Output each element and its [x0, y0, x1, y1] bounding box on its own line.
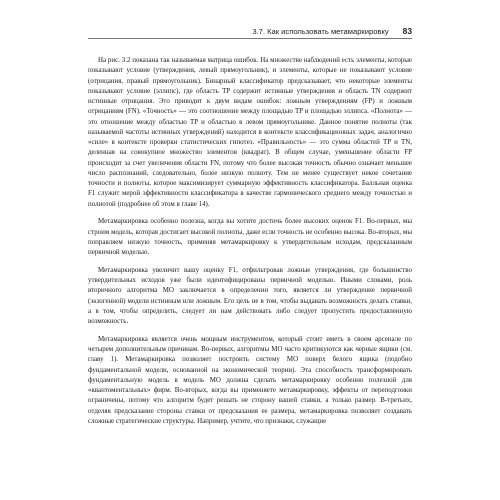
- running-head: [88, 26, 412, 36]
- body-text: [88, 55, 412, 434]
- paragraph-meta-labeling-f1: Метамаркировка увеличит вашу оценку F1, отфильтровав ложные утверждения, где большинство утвердительных исходов уже были идентифицированы первичной моделью. Иными словами, роль вторичного алгоритма МО заключается в определении того, является ли утверждение первичной (экзогенной) модели истинным или ложным. Его цель не в том, чтобы выдавать возможность делать ставки, а в том, чтобы определить, следует ли нам действовать либо следует пропустить предоставленную возможность.: [88, 265, 412, 325]
- paragraph-confusion-matrix: На рис. 3.2 показана так называемая матрица ошибок. На множестве наблюдений есть элементы, которые показывают условие (утверждения, левый прямоугольник), и элементы, которые не показывают условие (отрицания, правый прямоугольник). Бинарный классификатор предсказывает, что некоторые элементы показывают условие (эллипс), где область TP содержит истинные утверждения и область TN содержит истинные отрицания. Это приводит к двум видам ошибок: ложным утверждениям (FP) и ложным отрицаниям (FN). «Точность» — это соотношение между площадью TP и площадью эллипса. «Полнота» — это отношение между областью TP и областью в левом прямоугольнике. Данное понятие полноты (так называемой частоты истинных утверждений) находится в контексте классификационных задач, аналогично «силе» в контексте проверки статистических гипотез. «Правильность» — это сумма областей TP и TN, деленная на совокупное множество элементов (квадрат). В общем случае, уменьшение области FP происходит за счет увеличения области FN, потому что более высокая точность обычно означает меньшее число распознаний, следовательно, более низкую полноту. Тем не менее существует некое сочетание точности и полноты, которое максимизирует суммарную эффективность классификатора. Балльная оценка F1 служит мерой эффективности классификатора в качестве гармонического среднего между точностью и полнотой (подробнее об этом в главе 14).: [88, 56, 412, 208]
- section-title: 3.7. Как использовать метамаркировку: [252, 26, 389, 36]
- paragraph-f1-scores: Метамаркировка особенно полезна, когда вы хотите достичь более высоких оценок F1. Во-первых, мы строим модель, которая достигает высокой полноты, даже если точность не особенно высока. Во-вторых, мы поправляем низкую точность, применяя метамаркировку к утвердительным исходам, предсказанным первичной моделью.: [88, 217, 412, 256]
- page-number: 83: [402, 26, 412, 36]
- header-rule: [88, 38, 412, 39]
- paragraph-meta-labeling-reasons: Метамаркировка является очень мощным инструментом, который стоит иметь в своем арсенале по четырем дополнительным причинам. Во-первых, алгоритмы МО часто критикуются как черные ящики (см. главу 1). Метамаркировка позволяет построить систему МО поверх белого ящика (подобно фундаментальной модели, основанной на экономической теории). Эта способность трансформировать фундаментальную модель в модель МО должна сделать метамаркировку особенно полезной для «квантоментальных» фирм. Во-вторых, когда вы применяете метамаркировку, эффекты от переподгонки ограничены, потому что алгоритм будет решать не сторону вашей ставки, а только размер. В-третьих, отделяя предсказание стороны ставки от предсказания ее размера, метамаркировка позволяет создавать сложные стратегические структуры. Например, учтите, что признаки, служащие: [88, 334, 412, 425]
